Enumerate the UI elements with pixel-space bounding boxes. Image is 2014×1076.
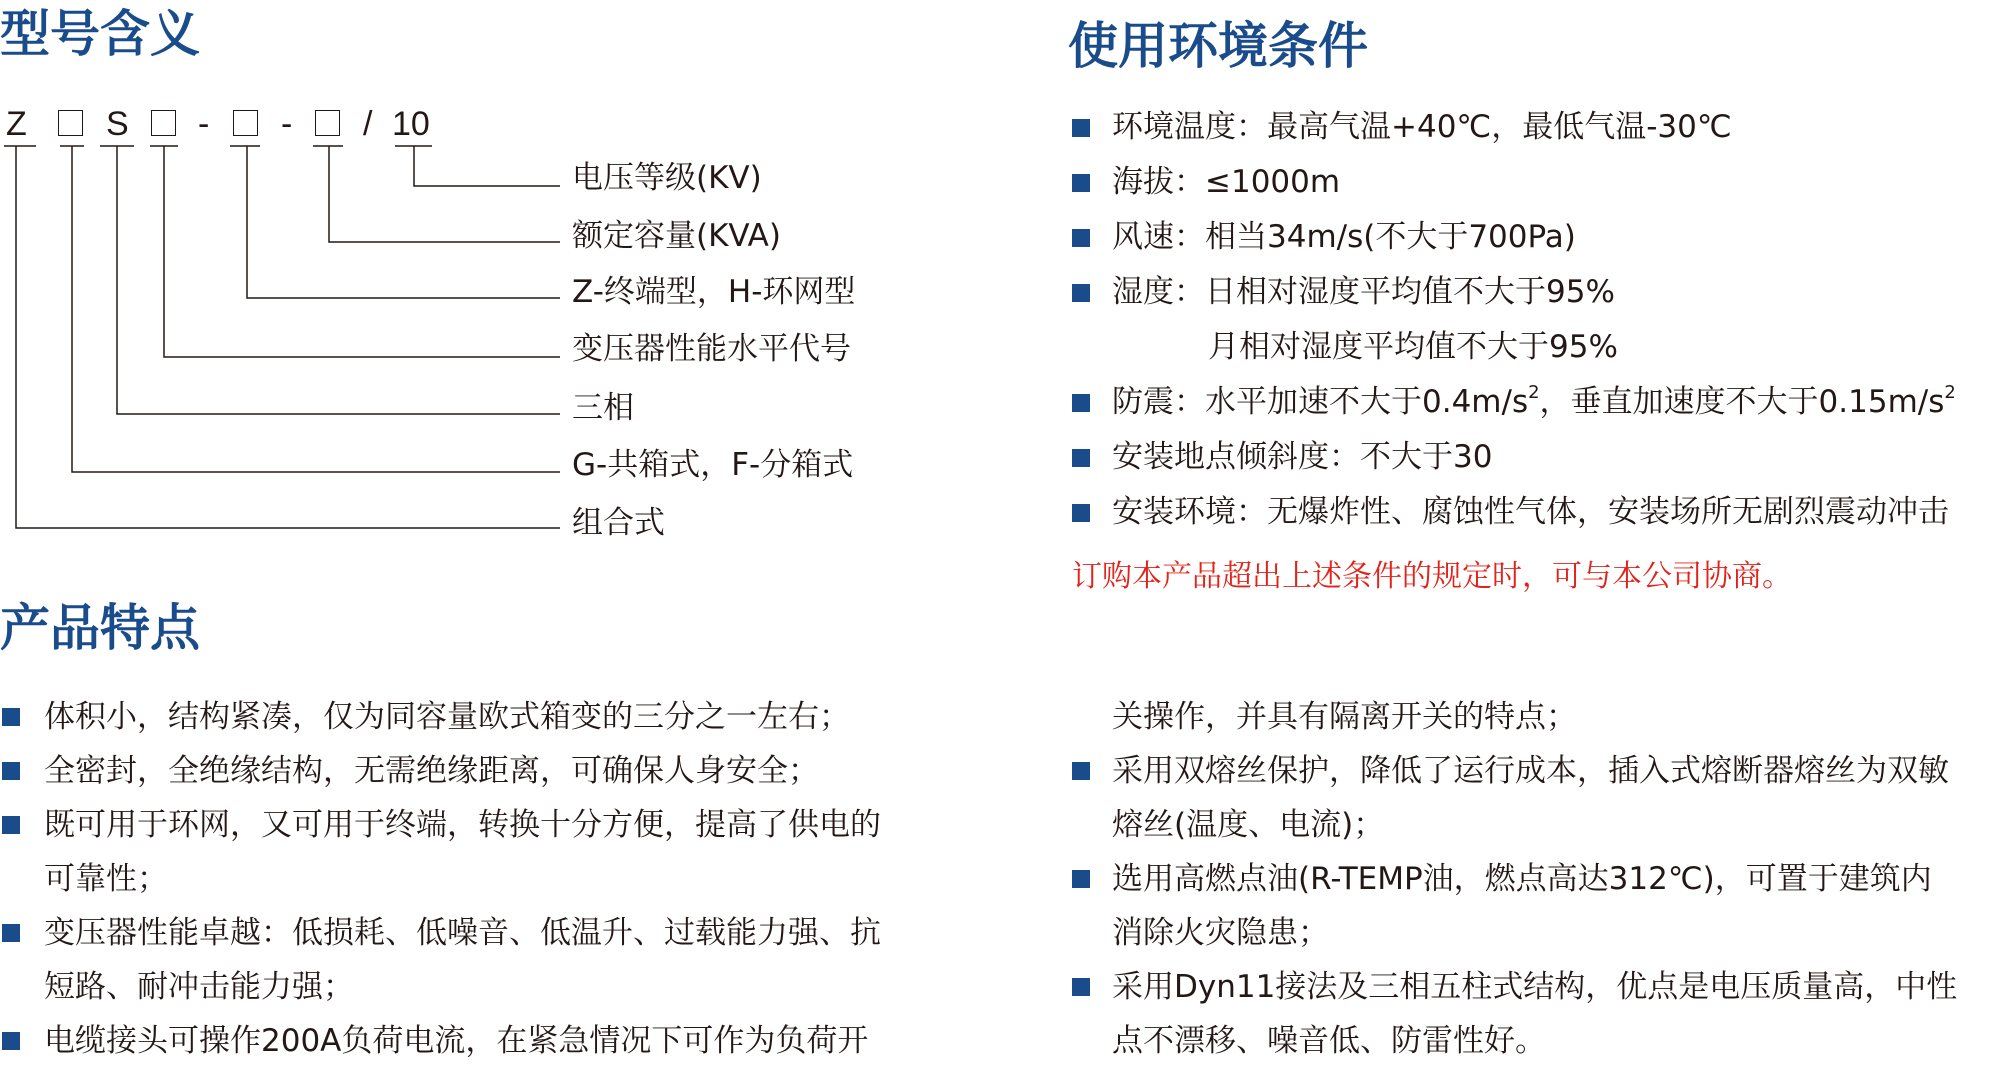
- square-bullet-icon: [1072, 762, 1090, 780]
- feature-text: 全密封，全绝缘结构，无需绝缘距离，可确保人身安全；: [44, 753, 819, 789]
- env-item-value: 月相对湿度平均值不大于95%: [1208, 329, 1618, 365]
- feature-text: 体积小，结构紧凑，仅为同容量欧式箱变的三分之一左右；: [44, 699, 850, 735]
- feature-text: 短路、耐冲击能力强；: [44, 969, 354, 1005]
- env-item-key: 湿度：: [1112, 274, 1205, 310]
- model-code-dash: -: [198, 105, 210, 143]
- env-item-humidity-monthly: [1072, 320, 1956, 375]
- model-label-box-type: G-共箱式，F-分箱式: [572, 447, 854, 483]
- env-item-key: 安装地点倾斜度：: [1112, 439, 1360, 475]
- env-item-value: 日相对湿度平均值不大于95%: [1205, 274, 1615, 310]
- env-section-title: 使用环境条件: [1068, 17, 1368, 75]
- env-item-installation: [1072, 485, 1956, 540]
- feature-text: 点不漂移、噪音低、防雷性好。: [1112, 1023, 1546, 1059]
- model-code-s: S: [106, 105, 129, 143]
- square-bullet-icon: [1072, 229, 1090, 247]
- env-item-key: 安装环境：: [1112, 494, 1267, 530]
- square-bullet-icon: [1072, 119, 1090, 137]
- square-bullet-icon: [2, 708, 20, 726]
- feature-text: 电缆接头可操作200A负荷电流，在紧急情况下可作为负荷开: [44, 1023, 869, 1059]
- env-item-temperature: [1072, 100, 1956, 155]
- feature-text: 关操作，并具有隔离开关的特点；: [1112, 699, 1577, 735]
- env-conditions-list: [1072, 100, 1956, 540]
- env-item-value: 最高气温+40℃，最低气温-30℃: [1267, 109, 1732, 145]
- features-section-title: 产品特点: [0, 599, 200, 657]
- square-bullet-icon: [1072, 174, 1090, 192]
- model-label-combined: 组合式: [572, 505, 665, 541]
- order-consult-note: 订购本产品超出上述条件的规定时，可与本公司协商。: [1072, 559, 1792, 594]
- env-item-inclination: [1072, 430, 1956, 485]
- model-code-dash: -: [281, 105, 293, 143]
- square-bullet-icon: [1072, 504, 1090, 522]
- env-item-key: 海拔：: [1112, 164, 1205, 200]
- model-label-rated-capacity: 额定容量(KVA): [572, 218, 781, 254]
- env-item-value: ≤1000m: [1205, 164, 1341, 200]
- model-label-three-phase: 三相: [572, 390, 634, 426]
- model-code-slash: /: [363, 105, 373, 143]
- model-code-z: Z: [6, 105, 27, 143]
- env-item-altitude: [1072, 155, 1956, 210]
- env-item-key: 风速：: [1112, 219, 1205, 255]
- env-item-humidity: [1072, 265, 1956, 320]
- feature-text: 采用Dyn11接法及三相五柱式结构，优点是电压质量高，中性: [1112, 969, 1958, 1005]
- feature-text: 采用双熔丝保护，降低了运行成本，插入式熔断器熔丝为双敏: [1112, 753, 1949, 789]
- square-bullet-icon: [2, 924, 20, 942]
- model-section-title: 型号含义: [0, 5, 200, 63]
- model-label-voltage-level: 电压等级(KV): [572, 160, 762, 196]
- superscript: 2: [1528, 382, 1540, 403]
- env-item-wind-speed: [1072, 210, 1956, 265]
- env-item-value: 水平加速不大于0.4m/s: [1205, 384, 1529, 420]
- env-item-seismic: [1072, 375, 1956, 430]
- model-label-terminal-type: Z-终端型，H-环网型: [572, 274, 856, 310]
- feature-text: 消除火灾隐患；: [1112, 915, 1329, 951]
- env-item-key: 防震：: [1112, 384, 1205, 420]
- model-label-performance-code: 变压器性能水平代号: [572, 331, 851, 367]
- square-bullet-icon: [2, 1032, 20, 1050]
- feature-text: 变压器性能卓越：低损耗、低噪音、低温升、过载能力强、抗: [44, 915, 881, 951]
- env-item-value: 无爆炸性、腐蚀性气体，安装场所无剧烈震动冲击: [1267, 494, 1949, 530]
- square-bullet-icon: [1072, 449, 1090, 467]
- square-bullet-icon: [1072, 284, 1090, 302]
- env-item-value: 不大于30: [1360, 439, 1493, 475]
- feature-text: 既可用于环网，又可用于终端，转换十分方便，提高了供电的: [44, 807, 881, 843]
- superscript: 2: [1944, 382, 1956, 403]
- env-item-value: 相当34m/s(不大于700Pa): [1205, 219, 1576, 255]
- feature-text: 熔丝(温度、电流)；: [1112, 807, 1385, 843]
- env-item-value: ，垂直加速度不大于0.15m/s: [1539, 384, 1945, 420]
- square-bullet-icon: [2, 762, 20, 780]
- feature-text: 选用高燃点油(R-TEMP油，燃点高达312℃)，可置于建筑内: [1112, 861, 1932, 897]
- feature-text: 可靠性；: [44, 861, 168, 897]
- env-item-key: 环境温度：: [1112, 109, 1267, 145]
- model-code-voltage: 10: [392, 105, 430, 143]
- square-bullet-icon: [1072, 870, 1090, 888]
- square-bullet-icon: [2, 816, 20, 834]
- square-bullet-icon: [1072, 394, 1090, 412]
- square-bullet-icon: [1072, 978, 1090, 996]
